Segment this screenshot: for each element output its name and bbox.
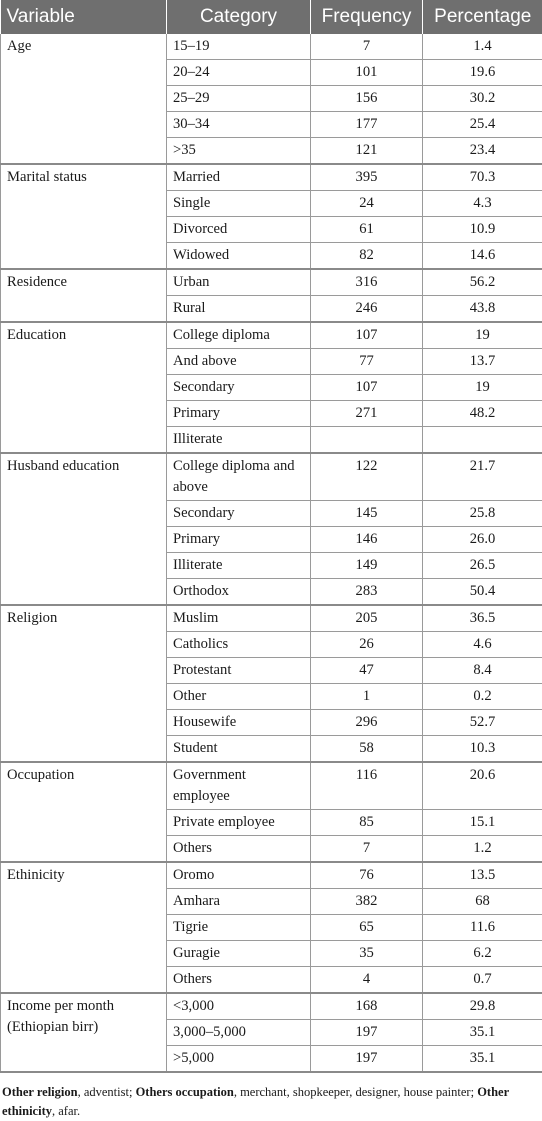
percentage-cell: 4.6 (423, 632, 542, 658)
frequency-cell: 122 (311, 453, 423, 501)
percentage-cell: 43.8 (423, 296, 542, 323)
table-header-row (1, 0, 542, 34)
frequency-cell: 76 (311, 862, 423, 889)
frequency-cell: 61 (311, 217, 423, 243)
category-cell: <3,000 (167, 993, 311, 1020)
table-row (1, 762, 542, 810)
category-cell: Amhara (167, 889, 311, 915)
percentage-cell: 0.7 (423, 967, 542, 994)
table-row (1, 862, 542, 889)
percentage-cell: 26.0 (423, 527, 542, 553)
category-cell: Illiterate (167, 427, 311, 454)
percentage-cell: 52.7 (423, 710, 542, 736)
frequency-cell: 4 (311, 967, 423, 994)
frequency-cell: 107 (311, 322, 423, 349)
percentage-cell: 19 (423, 322, 542, 349)
frequency-cell: 316 (311, 269, 423, 296)
percentage-cell: 30.2 (423, 86, 542, 112)
percentage-cell: 26.5 (423, 553, 542, 579)
footnote-label-religion: Other religion (2, 1085, 78, 1099)
frequency-cell: 24 (311, 191, 423, 217)
percentage-cell: 20.6 (423, 762, 542, 810)
percentage-cell: 0.2 (423, 684, 542, 710)
frequency-cell: 296 (311, 710, 423, 736)
percentage-cell: 6.2 (423, 941, 542, 967)
category-cell: Single (167, 191, 311, 217)
table-row (1, 322, 542, 349)
category-cell: Rural (167, 296, 311, 323)
frequency-cell: 271 (311, 401, 423, 427)
percentage-cell: 21.7 (423, 453, 542, 501)
percentage-cell: 13.5 (423, 862, 542, 889)
frequency-cell: 1 (311, 684, 423, 710)
frequency-cell: 47 (311, 658, 423, 684)
category-cell: Primary (167, 401, 311, 427)
variable-cell: Marital status (1, 164, 167, 269)
footnote-text-ethnicity: , afar. (52, 1104, 80, 1118)
category-cell: Primary (167, 527, 311, 553)
frequency-cell: 7 (311, 836, 423, 863)
frequency-cell: 77 (311, 349, 423, 375)
frequency-cell: 65 (311, 915, 423, 941)
footnote-text-religion: , adventist; (78, 1085, 136, 1099)
percentage-cell: 23.4 (423, 138, 542, 165)
percentage-cell (423, 427, 542, 454)
percentage-cell: 19.6 (423, 60, 542, 86)
category-cell: And above (167, 349, 311, 375)
percentage-cell: 1.4 (423, 34, 542, 60)
category-cell: Tigrie (167, 915, 311, 941)
table-body (1, 34, 542, 1072)
table-footnote (0, 1073, 542, 1121)
category-cell: 25–29 (167, 86, 311, 112)
category-cell: Guragie (167, 941, 311, 967)
frequency-cell: 58 (311, 736, 423, 763)
footnote-label-occupation: Others occupation (136, 1085, 234, 1099)
variable-cell: Residence (1, 269, 167, 322)
footnote-label-ethnicity: Other ethinicity (2, 1085, 509, 1118)
percentage-cell: 4.3 (423, 191, 542, 217)
category-cell: Other (167, 684, 311, 710)
category-cell: Married (167, 164, 311, 191)
category-cell: >5,000 (167, 1046, 311, 1073)
percentage-cell: 10.9 (423, 217, 542, 243)
category-cell: 20–24 (167, 60, 311, 86)
footnote-text-occupation: , merchant, shopkeeper, designer, house painter; (234, 1085, 477, 1099)
frequency-cell: 395 (311, 164, 423, 191)
table-row (1, 34, 542, 60)
percentage-cell: 11.6 (423, 915, 542, 941)
percentage-cell: 35.1 (423, 1020, 542, 1046)
frequency-cell: 156 (311, 86, 423, 112)
percentage-cell: 10.3 (423, 736, 542, 763)
category-cell: Secondary (167, 375, 311, 401)
percentage-cell: 14.6 (423, 243, 542, 270)
table-row (1, 269, 542, 296)
variable-cell: Husband education (1, 453, 167, 605)
percentage-cell: 13.7 (423, 349, 542, 375)
variable-cell: Age (1, 34, 167, 164)
header-variable: Variable (1, 0, 167, 34)
category-cell: College diploma and above (167, 453, 311, 501)
header-category: Category (167, 0, 311, 34)
frequency-cell: 168 (311, 993, 423, 1020)
frequency-cell (311, 427, 423, 454)
percentage-cell: 70.3 (423, 164, 542, 191)
table-row (1, 164, 542, 191)
variable-cell: Ethinicity (1, 862, 167, 993)
frequency-cell: 85 (311, 810, 423, 836)
percentage-cell: 25.8 (423, 501, 542, 527)
category-cell: Muslim (167, 605, 311, 632)
header-percentage: Percentage (423, 0, 542, 34)
percentage-cell: 35.1 (423, 1046, 542, 1073)
category-cell: 15–19 (167, 34, 311, 60)
category-cell: Housewife (167, 710, 311, 736)
table-row (1, 993, 542, 1020)
frequency-cell: 7 (311, 34, 423, 60)
category-cell: Protestant (167, 658, 311, 684)
frequency-cell: 101 (311, 60, 423, 86)
percentage-cell: 68 (423, 889, 542, 915)
percentage-cell: 29.8 (423, 993, 542, 1020)
percentage-cell: 48.2 (423, 401, 542, 427)
header-frequency: Frequency (311, 0, 423, 34)
category-cell: Private employee (167, 810, 311, 836)
frequency-cell: 246 (311, 296, 423, 323)
frequency-cell: 197 (311, 1020, 423, 1046)
variable-cell: Religion (1, 605, 167, 762)
percentage-cell: 15.1 (423, 810, 542, 836)
variable-cell: Income per month (Ethiopian birr) (1, 993, 167, 1072)
category-cell: Illiterate (167, 553, 311, 579)
category-cell: Others (167, 967, 311, 994)
category-cell: Oromo (167, 862, 311, 889)
category-cell: Divorced (167, 217, 311, 243)
frequency-cell: 26 (311, 632, 423, 658)
category-cell: Widowed (167, 243, 311, 270)
frequency-cell: 177 (311, 112, 423, 138)
frequency-cell: 35 (311, 941, 423, 967)
frequency-cell: 283 (311, 579, 423, 606)
variable-cell: Education (1, 322, 167, 453)
frequency-cell: 146 (311, 527, 423, 553)
frequency-cell: 82 (311, 243, 423, 270)
category-cell: Secondary (167, 501, 311, 527)
table-row (1, 453, 542, 501)
frequency-cell: 205 (311, 605, 423, 632)
frequency-cell: 149 (311, 553, 423, 579)
category-cell: Catholics (167, 632, 311, 658)
frequency-cell: 382 (311, 889, 423, 915)
category-cell: 3,000–5,000 (167, 1020, 311, 1046)
category-cell: 30–34 (167, 112, 311, 138)
frequency-cell: 107 (311, 375, 423, 401)
percentage-cell: 36.5 (423, 605, 542, 632)
table-row (1, 605, 542, 632)
frequency-cell: 197 (311, 1046, 423, 1073)
category-cell: Others (167, 836, 311, 863)
percentage-cell: 25.4 (423, 112, 542, 138)
frequency-cell: 116 (311, 762, 423, 810)
percentage-cell: 8.4 (423, 658, 542, 684)
variable-cell: Occupation (1, 762, 167, 862)
category-cell: >35 (167, 138, 311, 165)
percentage-cell: 56.2 (423, 269, 542, 296)
category-cell: Student (167, 736, 311, 763)
frequency-cell: 121 (311, 138, 423, 165)
category-cell: Urban (167, 269, 311, 296)
category-cell: College diploma (167, 322, 311, 349)
category-cell: Orthodox (167, 579, 311, 606)
frequency-cell: 145 (311, 501, 423, 527)
percentage-cell: 50.4 (423, 579, 542, 606)
percentage-cell: 1.2 (423, 836, 542, 863)
category-cell: Government employee (167, 762, 311, 810)
percentage-cell: 19 (423, 375, 542, 401)
